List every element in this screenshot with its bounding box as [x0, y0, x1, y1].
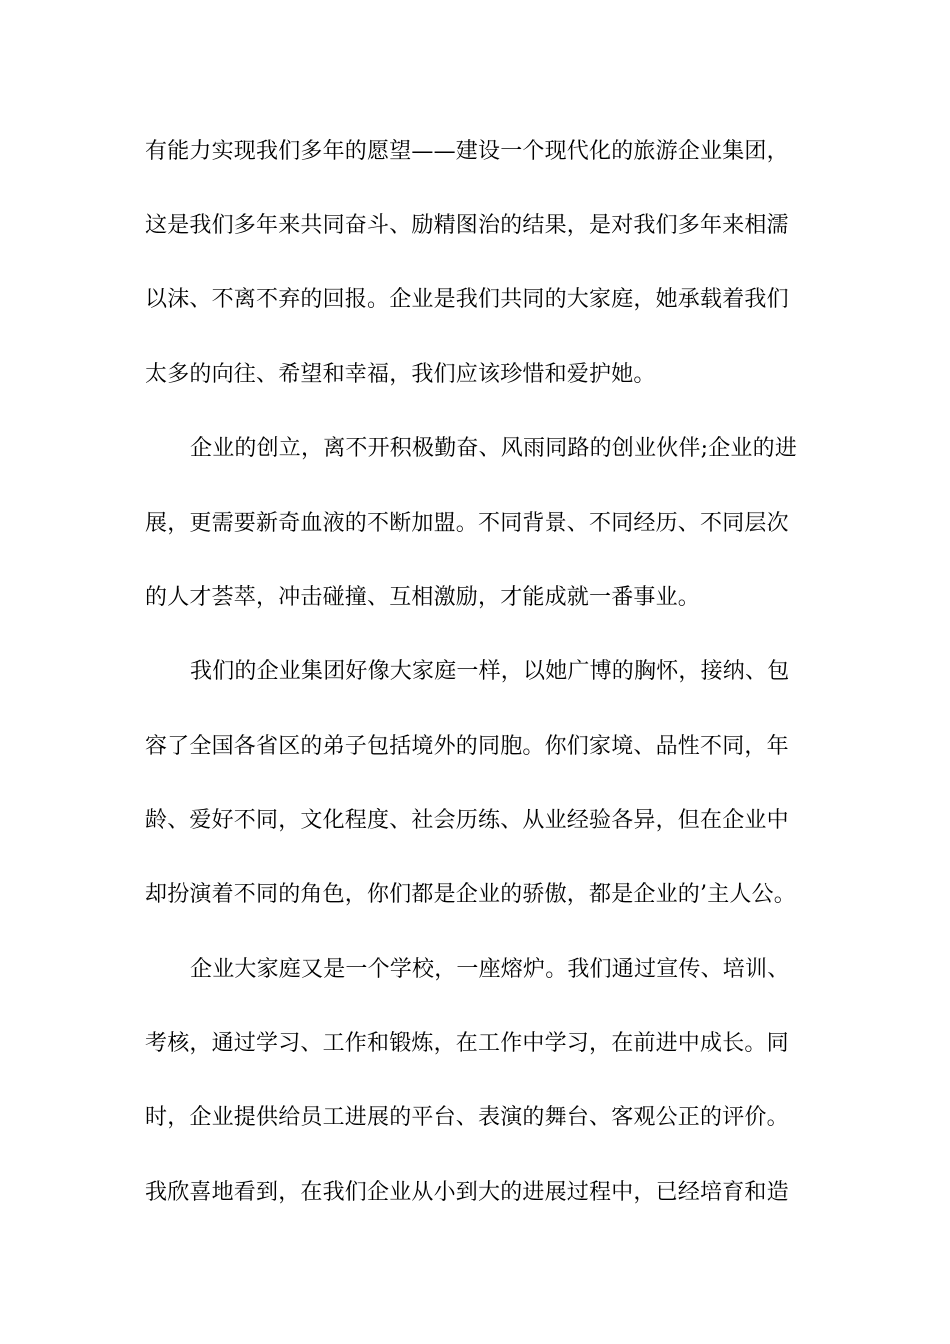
text-line: 的人才荟萃，冲击碰撞、互相激励，才能成就一番事业。	[145, 585, 701, 610]
text-line: 龄、爱好不同，文化程度、社会历练、从业经验各异，但在企业中	[145, 808, 789, 833]
text-line: 却扮演着不同的角色，你们都是企业的骄傲，都是企业的’主人公。	[145, 882, 796, 907]
text-line: 有能力实现我们多年的愿望——建设一个现代化的旅游企业集团，	[145, 139, 789, 164]
text-line: 这是我们多年来共同奋斗、励精图治的结果，是对我们多年来相濡	[145, 213, 789, 238]
paragraph-start-line: 企业大家庭又是一个学校，一座熔炉。我们通过宣传、培训、	[190, 957, 790, 982]
text-line: 时，企业提供给员工进展的平台、表演的舞台、客观公正的评价。	[145, 1105, 789, 1130]
text-line: 展，更需要新奇血液的不断加盟。不同背景、不同经历、不同层次	[145, 511, 789, 536]
text-line: 考核，通过学习、工作和锻炼，在工作中学习，在前进中成长。同	[145, 1031, 789, 1056]
text-line: 我欣喜地看到，在我们企业从小到大的进展过程中，已经培育和造	[145, 1180, 789, 1205]
text-line: 太多的向往、希望和幸福，我们应该珍惜和爱护她。	[145, 362, 656, 387]
paragraph-start-line: 我们的企业集团好像大家庭一样，以她广博的胸怀，接纳、包	[190, 659, 790, 684]
text-line: 容了全国各省区的弟子包括境外的同胞。你们家境、品性不同，年	[145, 734, 789, 759]
text-line: 以沫、不离不弃的回报。企业是我们共同的大家庭，她承载着我们	[145, 287, 789, 312]
paragraph-start-line: 企业的创立，离不开积极勤奋、风雨同路的创业伙伴;企业的进	[190, 436, 798, 461]
